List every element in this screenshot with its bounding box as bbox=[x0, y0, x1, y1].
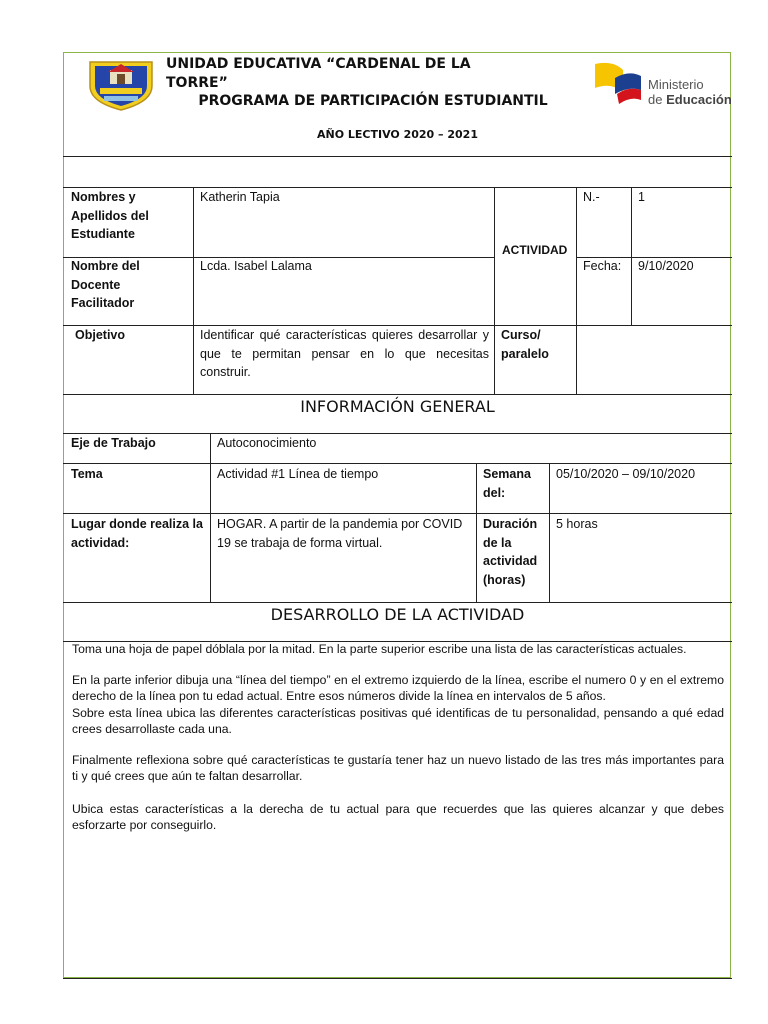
activity-label: ACTIVIDAD bbox=[502, 243, 568, 257]
duration-value: 5 horas bbox=[556, 517, 598, 531]
place-value: HOGAR. A partir de la pandemia por COVID 19 se trabaja de forma virtual. bbox=[217, 517, 463, 550]
week-value: 05/10/2020 – 09/10/2020 bbox=[556, 467, 696, 481]
ministry-educacion: Educación bbox=[666, 92, 732, 107]
objective-value: Identificar qué características quieres desarrollar y que te permitan pensar en lo que necesitas construir. bbox=[200, 328, 489, 379]
duration-label: Duración de la actividad (horas) bbox=[483, 517, 538, 587]
date-value: 9/10/2020 bbox=[638, 259, 694, 273]
objective-label: Objetivo bbox=[75, 328, 126, 342]
week-label: Semana del: bbox=[483, 467, 531, 500]
teacher-name-value: Lcda. Isabel Lalama bbox=[200, 259, 312, 273]
school-name: UNIDAD EDUCATIVA “CARDENAL DE LA TORRE” bbox=[166, 56, 471, 91]
topic-value: Actividad #1 Línea de tiempo bbox=[217, 467, 379, 481]
ministry-name-line1: Ministerio bbox=[648, 77, 704, 92]
date-label: Fecha: bbox=[583, 259, 622, 273]
course-label: Curso/ paralelo bbox=[501, 328, 549, 361]
development-paragraph-2: En la parte inferior dibuja una “línea del tiempo” en el extremo izquierdo de la línea, escribe el numero 0 y en el extremo derecho de la línea pon tu edad actual. Entre esos números divide la línea en intervalos de 5 años. bbox=[72, 673, 724, 704]
development-title: DESARROLLO DE LA ACTIVIDAD bbox=[270, 605, 525, 624]
ministry-de: de bbox=[648, 92, 667, 107]
development-paragraph-3: Sobre esta línea ubica las diferentes características positivas qué identificas de tu personalidad, pensando a qué edad crees desarrollaste cada una. bbox=[72, 706, 724, 737]
development-paragraph-4: Finalmente reflexiona sobre qué características te gustaría tener haz un nuevo listado de las tres más importantes para ti y qué crees que aún te faltan desarrollar. bbox=[72, 753, 724, 784]
work-axis-label: Eje de Trabajo bbox=[71, 436, 156, 450]
work-axis-value: Autoconocimiento bbox=[217, 436, 317, 450]
topic-label: Tema bbox=[71, 467, 103, 481]
program-title: PROGRAMA DE PARTICIPACIÓN ESTUDIANTIL bbox=[198, 93, 548, 109]
development-paragraph-1: Toma una hoja de papel dóblala por la mitad. En la parte superior escribe una lista de las características actuales. bbox=[72, 642, 687, 656]
student-name-label: Nombres y Apellidos del Estudiante bbox=[71, 190, 149, 241]
school-year: AÑO LECTIVO 2020 – 2021 bbox=[317, 128, 478, 141]
number-label: N.- bbox=[583, 190, 600, 204]
development-paragraph-5: Ubica estas características a la derecha de tu actual para que recuerdes que las quieres alcanzar y que debes esforzarte por conseguirlo. bbox=[72, 802, 724, 833]
student-name-value: Katherin Tapia bbox=[200, 190, 280, 204]
general-info-title: INFORMACIÓN GENERAL bbox=[300, 397, 495, 416]
teacher-name-label: Nombre del Docente Facilitador bbox=[71, 259, 140, 310]
number-value: 1 bbox=[638, 190, 645, 204]
place-label: Lugar donde realiza la actividad: bbox=[71, 517, 203, 550]
